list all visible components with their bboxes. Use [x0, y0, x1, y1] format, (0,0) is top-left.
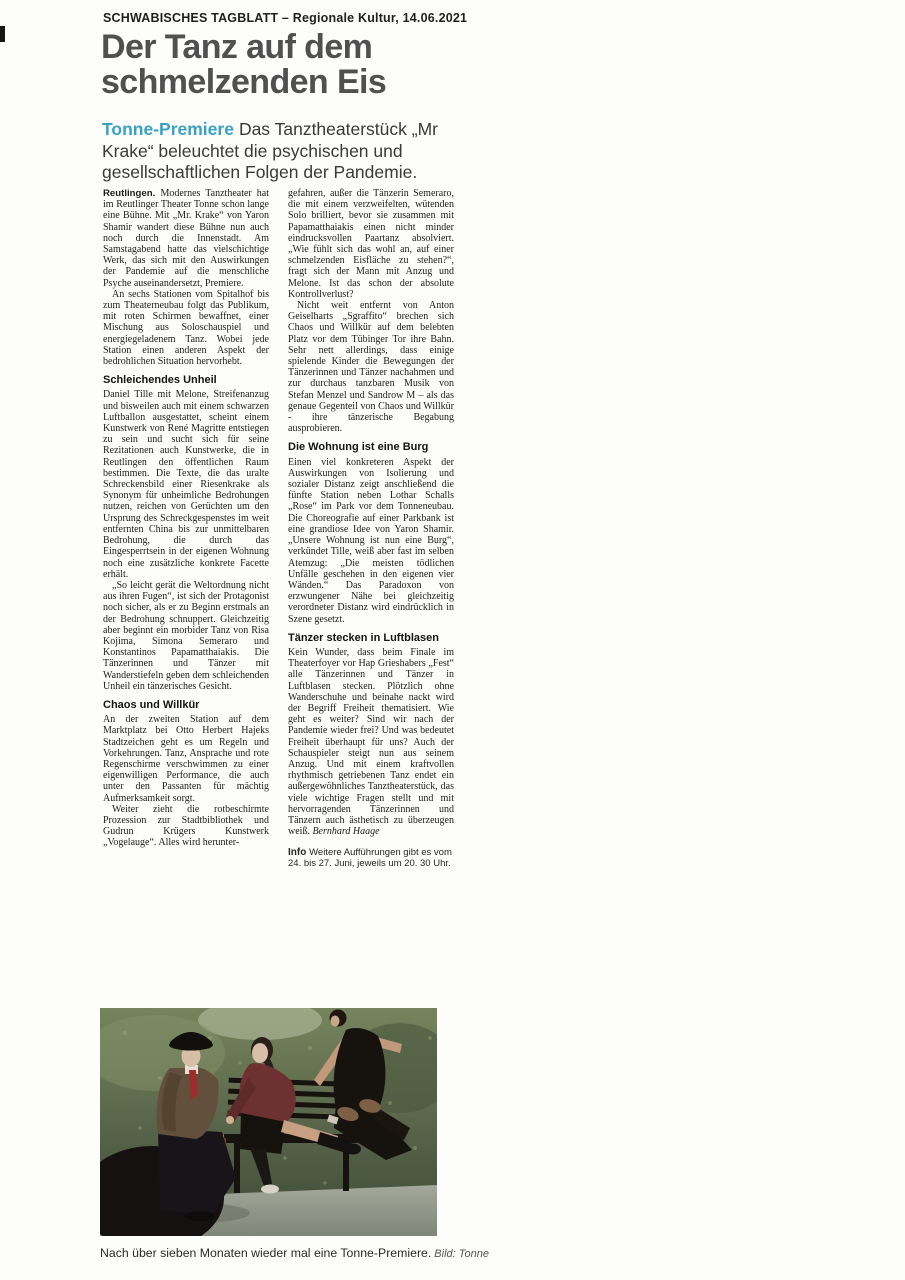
body-paragraph: „So leicht gerät die Weltordnung nicht aus ihren Fugen“, ist sich der Protagonist noch sicher, als er zu Beginn erstmals an der Bedrohung schnuppert. Gleichzeitig aber beginnt ein morbider Tanz von Risa Kojima, Simona Semeraro und Konstantinos Papamatthaiakis. Die Tänzerinnen und Tänzer mit Wanderstiefeln geben dem schleichenden Unheil ein tänzerisches Gesicht. [103, 579, 269, 692]
body-paragraph: Einen viel konkreteren Aspekt der Auswirkungen von Isolierung und sozialer Distanz zeigt anschließend die fünfte Station neben Lothar Schalls „Rose“ im Park vor dem Tonneneubau. Die Choreografie auf einer Parkbank ist eine grandiose Idee von Yaron Shamir. „Unsere Wohnung ist nun eine Burg“, verkündet Tille, weiß aber fast im selben Atemzug: „Die meisten tödlichen Unfälle geschehen in den eigenen vier Wänden.“ Das Paradoxon von erzwungener Nähe bei gleichzeitig verordneter Distanz wird eindrücklich in Szene gesetzt. [288, 456, 454, 625]
body-paragraph: Reutlingen. Modernes Tanztheater hat im Reutlinger Theater Tonne schon lange eine Bühne. Mit „Mr. Krake“ von Yaron Shamir wandert diese Bühne nun auch noch durch die Innenstadt. Am Samstagabend hatte das vielschichtige Werk, das sich mit den Auswirkungen der Pandemie auf die menschliche Psyche auseinandersetzt, Premiere. [103, 188, 270, 289]
body-column-2 [288, 188, 454, 869]
photo-illustration [100, 1008, 437, 1236]
subheading: Tänzer stecken in Luftblasen [288, 631, 439, 644]
section-kicker: SCHWABISCHES TAGBLATT – Regionale Kultur, 14.06.2021 [103, 11, 468, 25]
article-lead [102, 119, 456, 184]
body-paragraph: Nicht weit entfernt von Anton Geiselharts „Sgraffito“ brechen sich Chaos und Willkür auf dem belebten Platz vor dem Tübinger Tor ihre Bahn. Sehr nett allerdings, dass einige spielende Kinder die Bewegungen der Tänzerinnen und Tänzer nachahmen und zur durchaus tanzbaren Musik von Stefan Menzel und Sandrow M – als das genaue Gegenteil von Chaos und Willkür - ihre tänzerische Begabung ausprobieren. [288, 300, 454, 435]
subheading: Schleichendes Unheil [103, 374, 217, 387]
photo-caption [100, 1246, 550, 1260]
info-label: Info [288, 847, 310, 859]
subheading: Die Wohnung ist eine Burg [288, 441, 429, 454]
author-byline: Bernhard Haage [309, 826, 380, 838]
body-paragraph: Kein Wunder, dass beim Finale im Theaterfoyer vor Hap Grieshabers „Fest“ alle Tänzerinnen und Tänzer in Luftblasen stecken. Plötzlich ohne Wanderschuhe und beinahe nackt wird der Begriff Freiheit thematisiert. Wie geht es weiter? Sind wir nach der Pandemie wieder frei? Und was bedeutet Freiheit überhaupt für uns? Auch der Schauspieler steigt nun aus seinem Anzug. Und mit einem kraftvollen rhythmisch getriebenen Tanz endet ein außergewöhnliches Tanztheaterstück, das viele wichtige Fragen stellt und mit hervorragenden Tänzerinnen und Tänzern auch ästhetisch zu überzeugen weiß. Bernhard Haage [288, 646, 454, 838]
body-paragraph: Daniel Tille mit Melone, Streifenanzug und bisweilen auch mit einem schwarzen Luftballon ausgestattet, scheint einem Kunstwerk von René Magritte entstiegen zu sein und sucht sich für seine Rezitationen auch Kunstwerke, die in Reutlingen den öffentlichen Raum bestimmen. Die Texte, die das uralte Schreckensbild einer Riesenkrake als Synonym für unheimliche Bedrohungen nutzen, reichen von Gerüchten um den Ursprung des Schreckgespenstes im weit entfernten China bis zur unmittelbaren Bedrohung, die durch das Eingesperrtsein in der eigenen Wohnung noch eine zusätzliche konkrete Facette erhält. [103, 389, 269, 580]
info-note: Info Weitere Aufführungen gibt es vom 24. bis 27. Juni, jeweils um 20. 30 Uhr. [288, 847, 452, 870]
body-paragraph: gefahren, außer die Tänzerin Semeraro, die mit einem verzweifelten, wütenden Solo brilliert, bevor sie zusammen mit Papamatthaiakis einen nicht minder eindrucksvollen Paartanz absolviert. „Wie fühlt sich das wohl an, auf einer schmelzenden Eisfläche zu stehen?“, fragt sich der Mann mit Anzug und Melone. Ist das schon der absolute Kontrollverlust? [288, 188, 454, 300]
body-column-1 [103, 188, 269, 849]
article-photo [100, 1008, 437, 1236]
scan-edge-mark [0, 26, 5, 42]
caption-text: Nach über sieben Monaten wieder mal eine Tonne-Premiere. [100, 1246, 432, 1260]
photo-credit: Bild: Tonne [434, 1248, 489, 1260]
body-paragraph: An der zweiten Station auf dem Marktplatz bei Otto Herbert Hajeks Stadtzeichen geht es um Regeln und Vorkehrungen. Tanz, Ansprache und rote Regenschirme verschwimmen zu einer eigenwilligen Performance, die auch unter den Passanten für mächtig Aufmerksamkeit sorgt. [103, 714, 269, 804]
lead-kicker-label: Tonne-Premiere [102, 119, 234, 139]
body-paragraph: Weiter zieht die rotbeschirmte Prozession zur Stadtbibliothek und Gudrun Krügers Kunstwerk „Vogelauge“. Alles wird herunter- [103, 803, 269, 849]
article-headline: Der Tanz auf dem schmelzenden Eis [101, 28, 387, 102]
body-paragraph: An sechs Stationen vom Spitalhof bis zum Theaterneubau folgt das Publikum, mit roten Schirmen bewaffnet, einer Mischung aus Soloschauspiel und energiegeladenem Tanz. Wobei jede Station einen anderen Aspekt der bedrohlichen Situation hervorhebt. [103, 288, 269, 368]
subheading: Chaos und Willkür [103, 698, 200, 711]
lead-text: Das Tanztheaterstück „Mr Krake“ beleuchtet die psychischen und gesellschaftlichen Folgen der Pandemie. [102, 119, 438, 183]
dateline: Reutlingen. [103, 188, 161, 199]
